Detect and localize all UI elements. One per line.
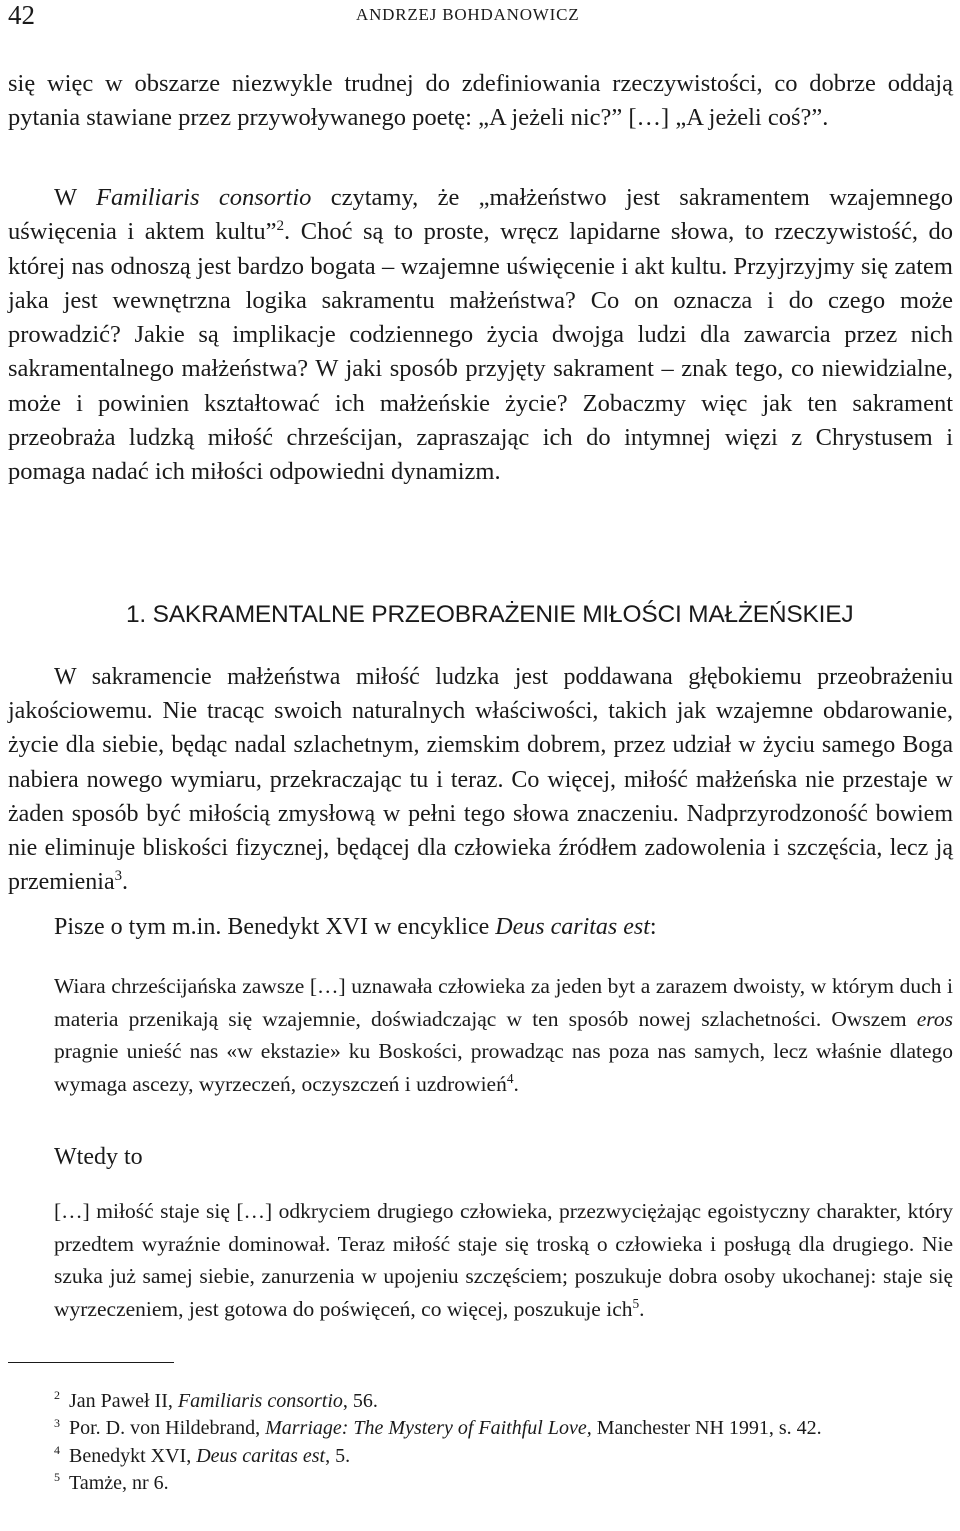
quote-text: […] miłość staje się […] odkryciem drugiego człowieka, przezwyciężając egoistyczny charakter, który przedtem wyraźnie dominował. Teraz miłość staje się troską o człowieka i posługą dla drugiego. Nie szuka już samej siebie, zanurzenia w upojeniu szczęściem; poszukuje dobra osoby ukochanej: staje się wyrzeczeniem, jest gotowa do poświęceń, co więcej, poszukuje ich — [54, 1199, 953, 1322]
running-header-author: ANDRZEJ BOHDANOWICZ — [356, 5, 580, 24]
paragraph-text: . — [122, 869, 129, 896]
body-paragraph — [8, 67, 953, 136]
footnote-separator — [8, 1362, 174, 1363]
footnote-number: 3 — [54, 1415, 60, 1430]
footnote-text: Jan Paweł II, — [69, 1390, 178, 1412]
footnote-text: , 5. — [325, 1444, 351, 1467]
footnote-text: Por. D. von Hildebrand, — [69, 1417, 266, 1440]
body-paragraph — [54, 1140, 954, 1174]
paragraph-text: : — [649, 914, 657, 940]
footnote — [8, 1415, 953, 1442]
footnote-text: , 56. — [342, 1390, 378, 1412]
footnote-title-italic: Marriage: The Mystery of Faithful Love, — [265, 1417, 592, 1440]
quote-text: Wiara chrześcijańska zawsze […] uznawała człowieka za jeden byt a zarazem dwoisty, w którym duch i materia przenikają się wzajemnie, doświadczając w ten sposób nowej szlachetności. Owszem — [54, 974, 953, 1031]
paragraph-text: . Choć są to proste, wręcz lapidarne słowa, to rzeczywistość, do której nas odnoszą jest bardzo bogata – wzajemne uświęcenie i akt kultu. Przyjrzyjmy się zatem jaka jest wewnętrzna logika sakramentu małżeństwa? Co on oznacza i do czego może prowadzić? Jakie są implikacje codziennego życia dwojga ludzi dla zawarcia przez nich sakramentalnego małżeństwa? W jaki sposób przyjęty sakrament – znak tego, co niewidzialne, może i powinien kształtować ich małżeńskie życie? Zobaczmy więc jak ten sakrament przeobraża ludzką miłość chrześcijan, zapraszając ich do intymnej więzi z Chrystusem i pomaga nadać ich miłości odpowiedni dynamizm. — [8, 218, 954, 486]
document-title-italic: Deus caritas est — [495, 914, 650, 940]
paragraph-text: się więc w obszarze niezwykle trudnej do zdefiniowania rzeczywistości, co dobrze oddają pytania stawiane przez przywoływanego poetę: „A jeżeli nic?” […] „A jeżeli coś?”. — [8, 70, 953, 132]
footnote-reference[interactable]: 5 — [632, 1295, 640, 1311]
body-paragraph — [8, 181, 953, 490]
paragraph-text: W — [54, 184, 97, 211]
footnote-text: Benedykt XVI, — [69, 1444, 197, 1467]
running-header — [8, 0, 952, 30]
footnote-reference[interactable]: 3 — [114, 868, 123, 885]
paragraph-text: czytamy, że „małżeństwo jest sakramentem wzajemnego uświęcenia i aktem kultu” — [8, 184, 954, 246]
footnote-title-italic: Familiaris consortio — [177, 1390, 343, 1412]
footnote-title-italic: Deus caritas est — [196, 1444, 326, 1467]
quote-text: pragnie unieść nas «w ekstazie» ku Boskości, prowadząc nas poza nas samych, lecz właśnie dlatego wymaga ascezy, wyrzeczeń, oczyszczeń i uzdrowień — [54, 1039, 953, 1097]
footnote-reference[interactable]: 2 — [276, 217, 285, 235]
footnote-number: 4 — [54, 1442, 60, 1457]
footnote — [8, 1388, 953, 1415]
paragraph-text: Pisze o tym m.in. Benedykt XVI w encyklice — [54, 914, 496, 940]
paragraph-text: Wtedy to — [54, 1144, 143, 1170]
body-paragraph — [8, 660, 953, 899]
quote-text: . — [639, 1297, 645, 1322]
footnote-number: 2 — [54, 1388, 60, 1403]
block-quote — [54, 1195, 953, 1326]
quote-text: . — [513, 1072, 519, 1097]
body-paragraph — [54, 910, 954, 944]
footnote-text: Manchester NH 1991, s. 42. — [591, 1417, 822, 1440]
page-number: 42 — [8, 0, 35, 30]
footnote-number: 5 — [54, 1470, 60, 1485]
document-title-italic: Familiaris consortio — [96, 184, 312, 211]
footnote-reference[interactable]: 4 — [506, 1070, 514, 1086]
footnote — [8, 1443, 953, 1470]
footnote-text: Tamże, nr 6. — [69, 1471, 169, 1494]
section-heading: 1. SAKRAMENTALNE PRZEOBRAŻENIE MIŁOŚCI MAŁŻEŃSKIEJ — [126, 601, 854, 628]
footnotes — [8, 1388, 953, 1497]
block-quote — [54, 970, 953, 1101]
quote-italic-word: eros — [916, 1006, 953, 1031]
paragraph-text: W sakramencie małżeństwa miłość ludzka jest poddawana głębokiemu przeobrażeniu jakościowemu. Nie tracąc swoich naturalnych właściwości, takich jak wzajemne obdarowanie, życie dla siebie, będąc nadal szlachetnym, ziemskim dobrem, przez udział w życiu samego Boga nabiera nowego wymiaru, przekraczając tu i teraz. Co więcej, miłość małżeńska nie przestaje w żaden sposób być miłością zmysłową w pełni tego słowa znaczeniu. Nadprzyrodzoność bowiem nie eliminuje bliskości fizycznej, będącej dla człowieka źródłem zadowolenia i szczęścia, lecz ją przemienia — [8, 664, 953, 896]
footnote — [8, 1470, 953, 1497]
